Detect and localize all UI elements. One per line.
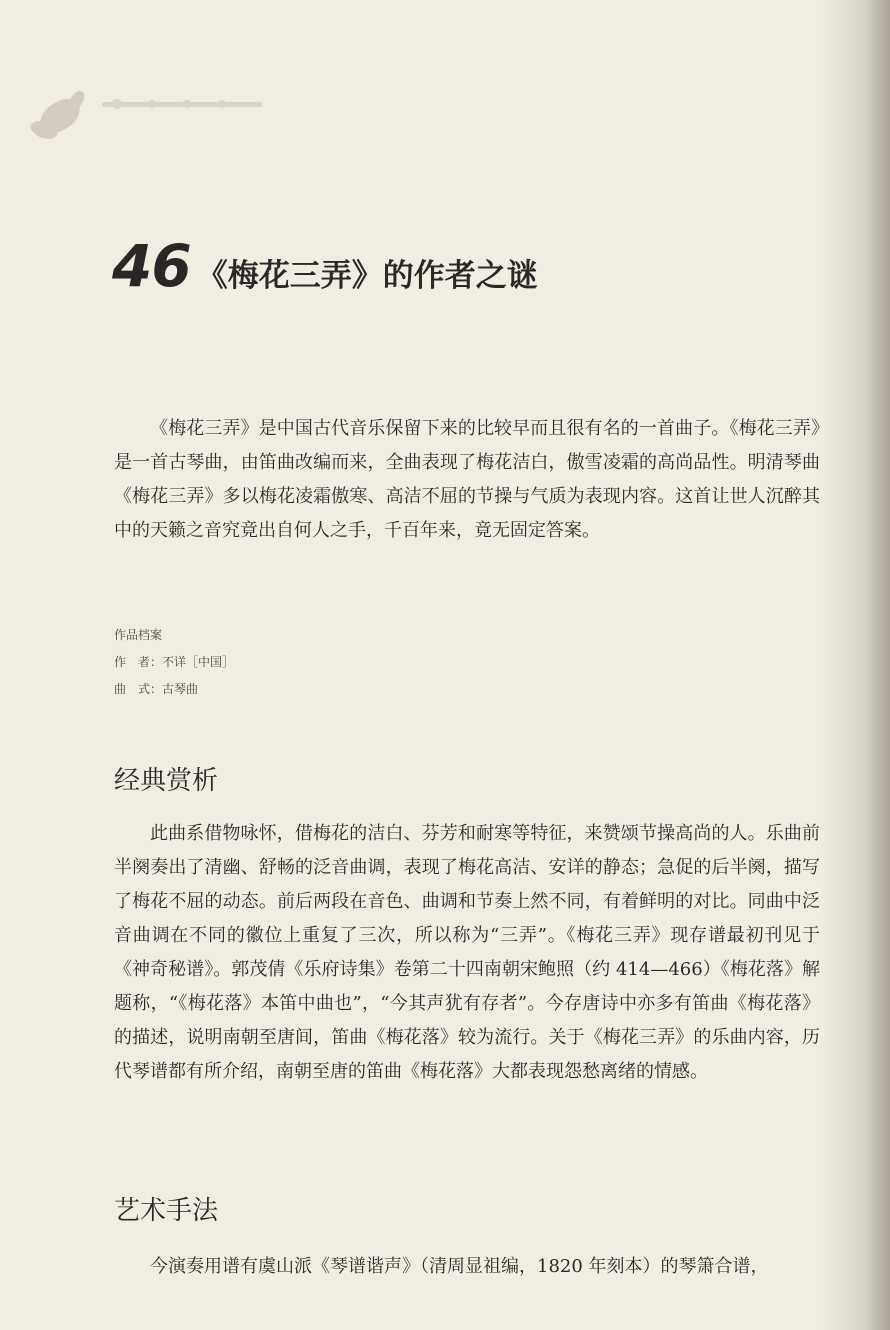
chapter-heading	[112, 232, 538, 300]
chapter-title: 《梅花三弄》的作者之谜	[196, 258, 538, 294]
archive-author: 作 者：不详［中国］	[114, 655, 235, 669]
classic-analysis-paragraph: 此曲系借物咏怀，借梅花的洁白、芬芳和耐寒等特征，来赞颂节操高尚的人。乐曲前半阕奏出了清幽、舒畅的泛音曲调，表现了梅花高洁、安详的静态；急促的后半阕，描写了梅花不屈的动态。前后两段在音色、曲调和节奏上然不同，有着鲜明的对比。同曲中泛音曲调在不同的徽位上重复了三次，所以称为“三弄”。《梅花三弄》现存谱最初刊见于《神奇秘谱》。郭茂倩《乐府诗集》卷第二十四南朝宋鲍照（约 414—466）《梅花落》解题称，“《梅花落》本笛中曲也”，“今其声犹有存者”。今存唐诗中亦多有笛曲《梅花落》的描述，说明南朝至唐间，笛曲《梅花落》较为流行。关于《梅花三弄》的乐曲内容，历代琴谱都有所介绍，南朝至唐的笛曲《梅花落》大都表现怨愁离绪的情感。	[114, 823, 820, 1082]
chapter-number: 46	[112, 232, 191, 300]
art-techniques-paragraph: 今演奏用谱有虞山派《琴谱谐声》（清周显祖编，1820 年刻本）的琴箫合谱，	[150, 1256, 769, 1277]
plum-blossom-ornament-icon	[22, 78, 272, 148]
section-title-classic-analysis: 经典赏析	[114, 766, 219, 796]
page-edge-shadow	[820, 0, 890, 1330]
archive-form: 曲 式：古琴曲	[114, 682, 199, 696]
work-archive	[114, 622, 234, 703]
section-title-art-techniques: 艺术手法	[114, 1196, 219, 1226]
intro-paragraph: 《梅花三弄》是中国古代音乐保留下来的比较早而且很有名的一首曲子。《梅花三弄》是一首古琴曲，由笛曲改编而来，全曲表现了梅花洁白，傲雪凌霜的高尚品性。明清琴曲《梅花三弄》多以梅花凌霜傲寒、高洁不屈的节操与气质为表现内容。这首让世人沉醉其中的天籁之音究竟出自何人之手，千百年来，竟无固定答案。	[114, 418, 820, 541]
archive-heading: 作品档案	[114, 628, 163, 642]
